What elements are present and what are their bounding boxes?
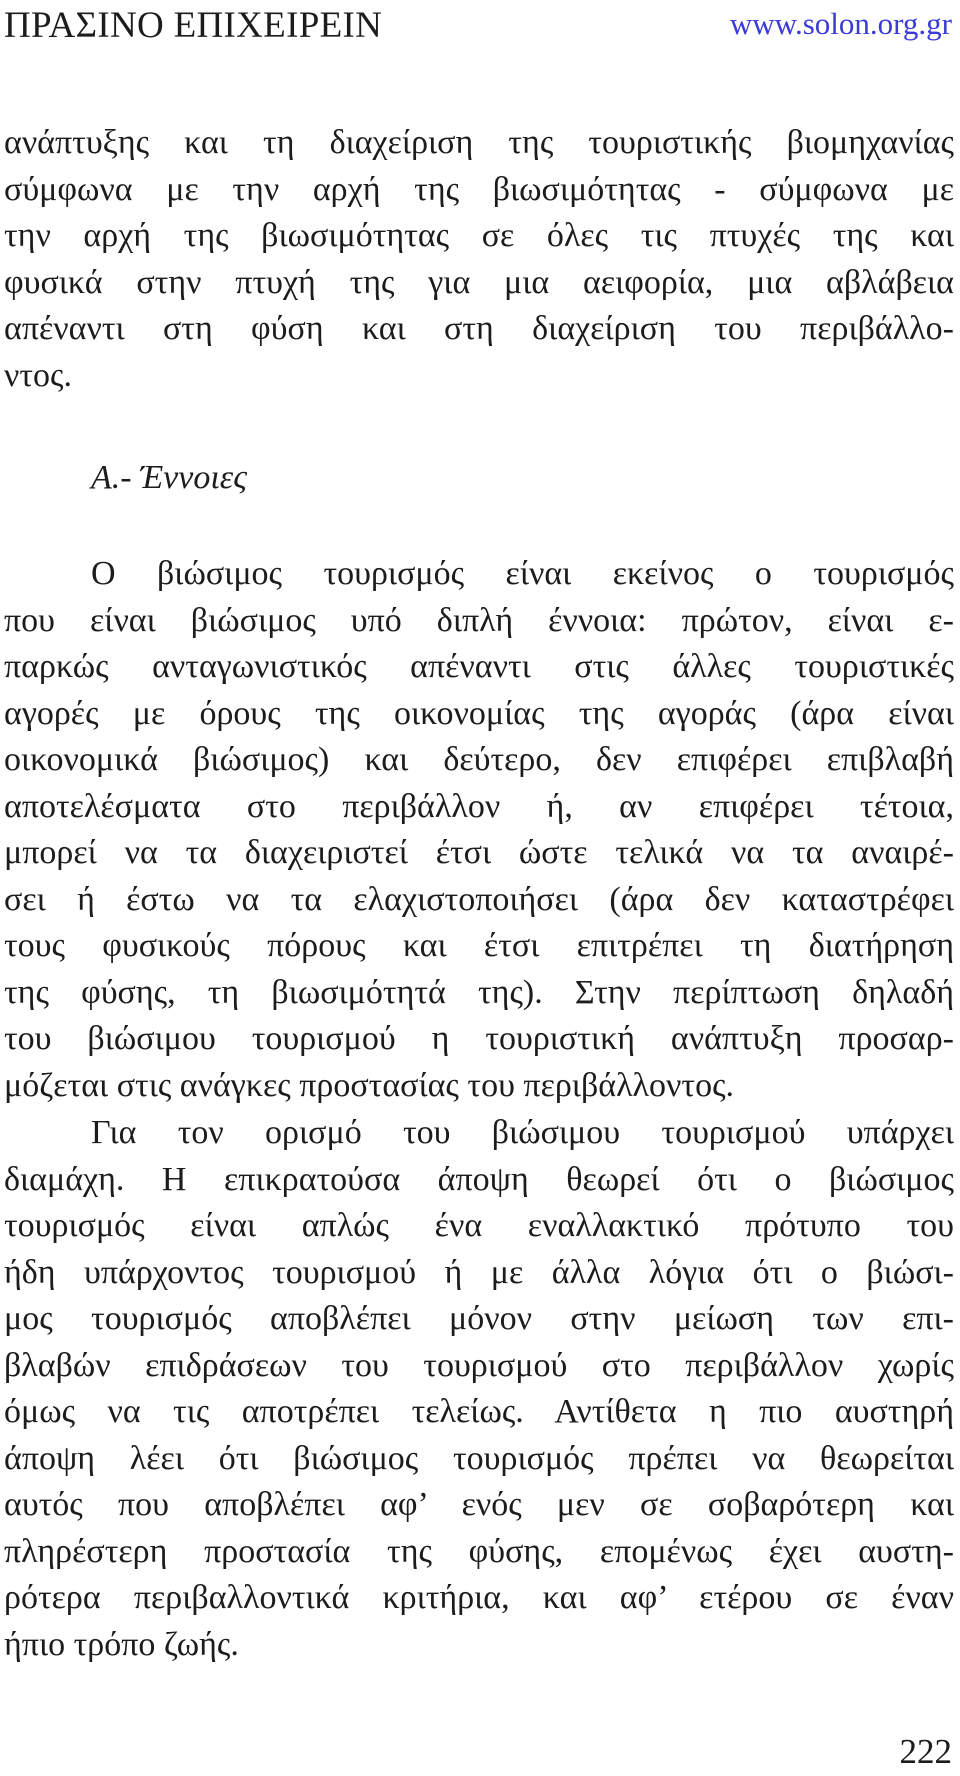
text-line: ρότερα περιβαλλοντικά κριτήρια, και αφ’ ετέρου σε έναν	[4, 1579, 954, 1616]
text-line: τουρισμός είναι απλώς ένα εναλλακτικό πρότυπο του	[4, 1207, 954, 1244]
paragraph-debate	[4, 1110, 954, 1668]
text-line: πληρέστερη προστασία της φύσης, επομένως έχει αυστη-	[4, 1532, 954, 1570]
text-line: διαμάχη. Η επικρατούσα άποψη θεωρεί ότι ο βιώσιμος	[4, 1160, 954, 1198]
page-number: 222	[899, 1732, 952, 1771]
text-line: την αρχή της βιωσιμότητας σε όλες τις πτυχές της και	[4, 217, 954, 254]
text-line: του βιώσιμου τουρισμού η τουριστική ανάπτυξη προσαρ-	[4, 1020, 954, 1057]
text-line: μόζεται στις ανάγκες προστασίας του περιβάλλοντος.	[4, 1066, 735, 1104]
text-line: ήδη υπάρχοντος τουρισμού ή με άλλα λόγια ότι ο βιώσι-	[4, 1253, 954, 1291]
text-line: αγορές με όρους της οικονομίας της αγοράς (άρα είναι	[4, 694, 954, 732]
text-line: τους φυσικούς πόρους και έτσι επιτρέπει τη διατήρηση	[4, 927, 954, 964]
text-line: ανάπτυξης και τη διαχείριση της τουριστικής βιομηχανίας	[4, 124, 954, 161]
text-line: σει ή έστω να τα ελαχιστοποιήσει (άρα δεν καταστρέφει	[4, 880, 954, 918]
section-heading: Α.- Έννοιες	[91, 459, 248, 496]
text-line: που είναι βιώσιμος υπό διπλή έννοια: πρώτον, είναι ε-	[4, 601, 954, 639]
text-line: αποτελέσματα στο περιβάλλον ή, αν επιφέρει τέτοια,	[4, 787, 954, 825]
paragraph-main	[4, 551, 954, 1109]
text-line: φυσικά στην πτυχή της για μια αειφορία, μια αβλάβεια	[4, 263, 954, 301]
text-line: μος τουρισμός αποβλέπει μόνον στην μείωση των επι-	[4, 1300, 954, 1337]
text-line: μπορεί να τα διαχειριστεί έτσι ώστε τελικά να τα αναιρέ-	[4, 834, 954, 871]
text-line: ήπιο τρόπο ζωής.	[4, 1625, 239, 1663]
text-line: ντος.	[4, 356, 72, 394]
text-line: Ο βιώσιμος τουρισμός είναι εκείνος ο τουρισμός	[91, 555, 954, 592]
header-title: ΠΡΑΣΙΝΟ ΕΠΙΧΕΙΡΕΙΝ	[4, 5, 383, 46]
text-line: οικονομικά βιώσιμος) και δεύτερο, δεν επιφέρει επιβλαβή	[4, 741, 954, 778]
text-line: σύμφωνα με την αρχή της βιωσιμότητας - σύμφωνα με	[4, 170, 954, 208]
header-url-link[interactable]: www.solon.org.gr	[729, 6, 952, 41]
paragraph-intro	[4, 120, 954, 399]
text-line: άποψη λέει ότι βιώσιμος τουρισμός πρέπει να θεωρείται	[4, 1439, 954, 1477]
text-line: Για τον ορισμό του βιώσιμου τουρισμού υπάρχει	[91, 1114, 954, 1151]
text-line: όμως να τις αποτρέπει τελείως. Αντίθετα η πιο αυστηρή	[4, 1393, 954, 1430]
text-line: παρκώς ανταγωνιστικός απέναντι στις άλλες τουριστικές	[4, 648, 954, 685]
text-line: αυτός που αποβλέπει αφ’ ενός μεν σε σοβαρότερη και	[4, 1486, 954, 1523]
text-line: βλαβών επιδράσεων του τουρισμού στο περιβάλλον χωρίς	[4, 1346, 954, 1384]
text-line: της φύσης, τη βιωσιμότητά της). Στην περίπτωση δηλαδή	[4, 973, 954, 1011]
text-line: απέναντι στη φύση και στη διαχείριση του περιβάλλο-	[4, 310, 954, 347]
